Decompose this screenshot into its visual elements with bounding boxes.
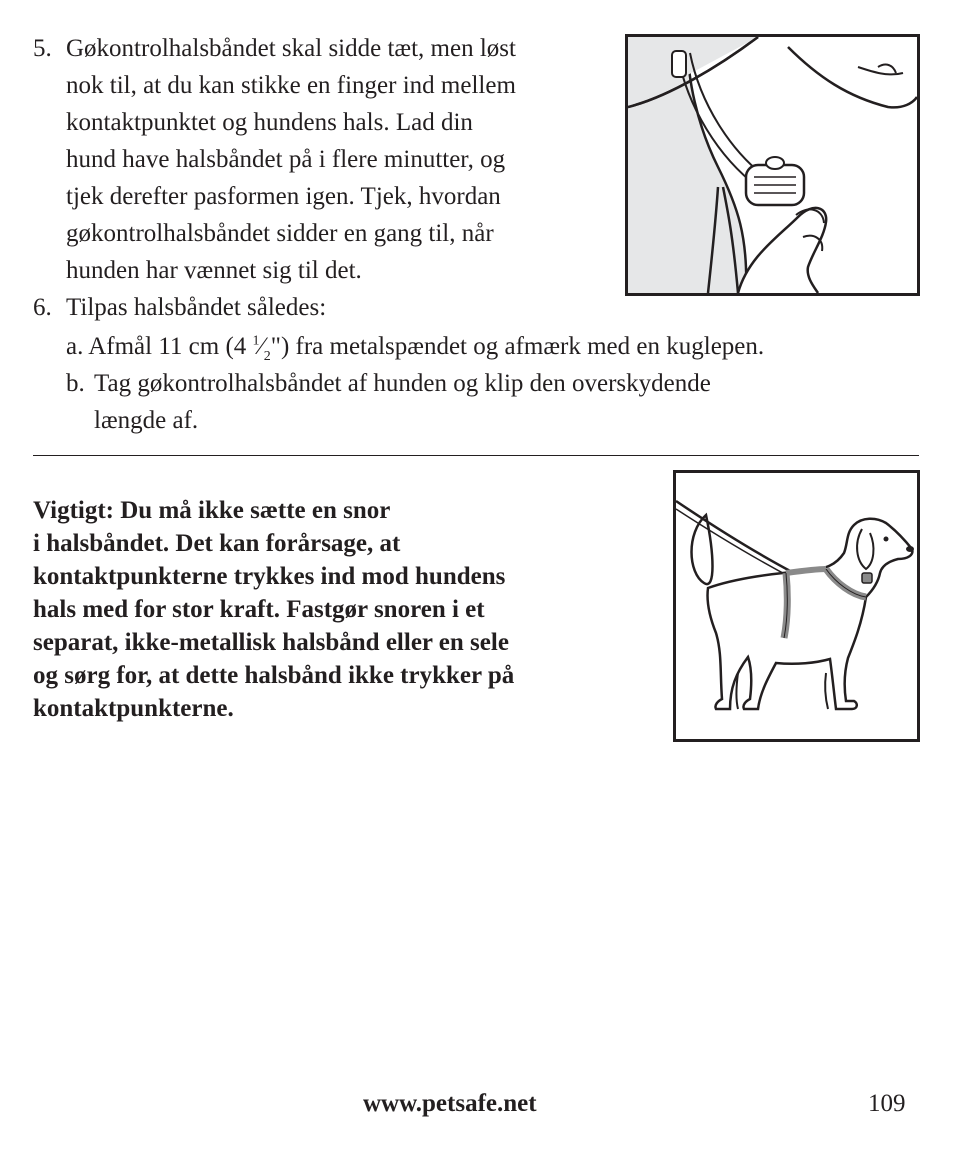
footer-url: www.petsafe.net	[363, 1090, 537, 1117]
section-divider	[33, 455, 919, 456]
page-number: 109	[868, 1090, 906, 1117]
step-6a-letter: a.	[66, 333, 84, 360]
step-5-number: 5.	[33, 35, 52, 62]
step-5-line: kontaktpunktet og hundens hals. Lad din	[66, 109, 473, 136]
step-6b-line: længde af.	[94, 407, 199, 434]
warning-line: kontaktpunkterne.	[33, 695, 234, 722]
step-6a-text-before: Afmål 11 cm (4	[88, 333, 253, 360]
step-6a-item	[66, 328, 764, 365]
fraction-slash: ⁄	[259, 333, 264, 360]
step-6a-text-after: ") fra metalspændet og afmærk med en kuglepen.	[270, 333, 765, 360]
step-6-text: Tilpas halsbåndet således:	[66, 294, 327, 321]
step-6b-line: Tag gøkontrolhalsbåndet af hunden og klip den overskydende	[94, 370, 711, 397]
step-5-line: gøkontrolhalsbåndet sidder en gang til, når	[66, 220, 494, 247]
fraction-numerator: 1	[252, 333, 260, 349]
step-5-line: Gøkontrolhalsbåndet skal sidde tæt, men løst	[66, 35, 516, 62]
warning-line: kontaktpunkterne trykkes ind mod hundens	[33, 563, 506, 590]
fraction-denominator: 2	[263, 349, 271, 364]
dog-harness-drawing	[676, 473, 917, 739]
step-6-number: 6.	[33, 294, 52, 321]
warning-line: hals med for stor kraft. Fastgør snoren i et	[33, 596, 485, 623]
collar-fit-illustration	[625, 34, 920, 296]
warning-line: separat, ikke-metallisk halsbånd eller en sele	[33, 629, 509, 656]
step-5-line: nok til, at du kan stikke en finger ind mellem	[66, 72, 516, 99]
step-5-line: hunden har vænnet sig til det.	[66, 257, 362, 284]
dog-harness-illustration	[673, 470, 920, 742]
step-5-line: tjek derefter pasformen igen. Tjek, hvordan	[66, 183, 501, 210]
warning-line: og sørg for, at dette halsbånd ikke trykker på	[33, 662, 515, 689]
warning-line: Vigtigt: Du må ikke sætte en snor	[33, 497, 391, 524]
collar-fit-drawing	[628, 37, 917, 293]
warning-line: i halsbåndet. Det kan forårsage, at	[33, 530, 401, 557]
step-6b-letter: b.	[66, 370, 85, 397]
step-5-line: hund have halsbåndet på i flere minutter, og	[66, 146, 506, 173]
